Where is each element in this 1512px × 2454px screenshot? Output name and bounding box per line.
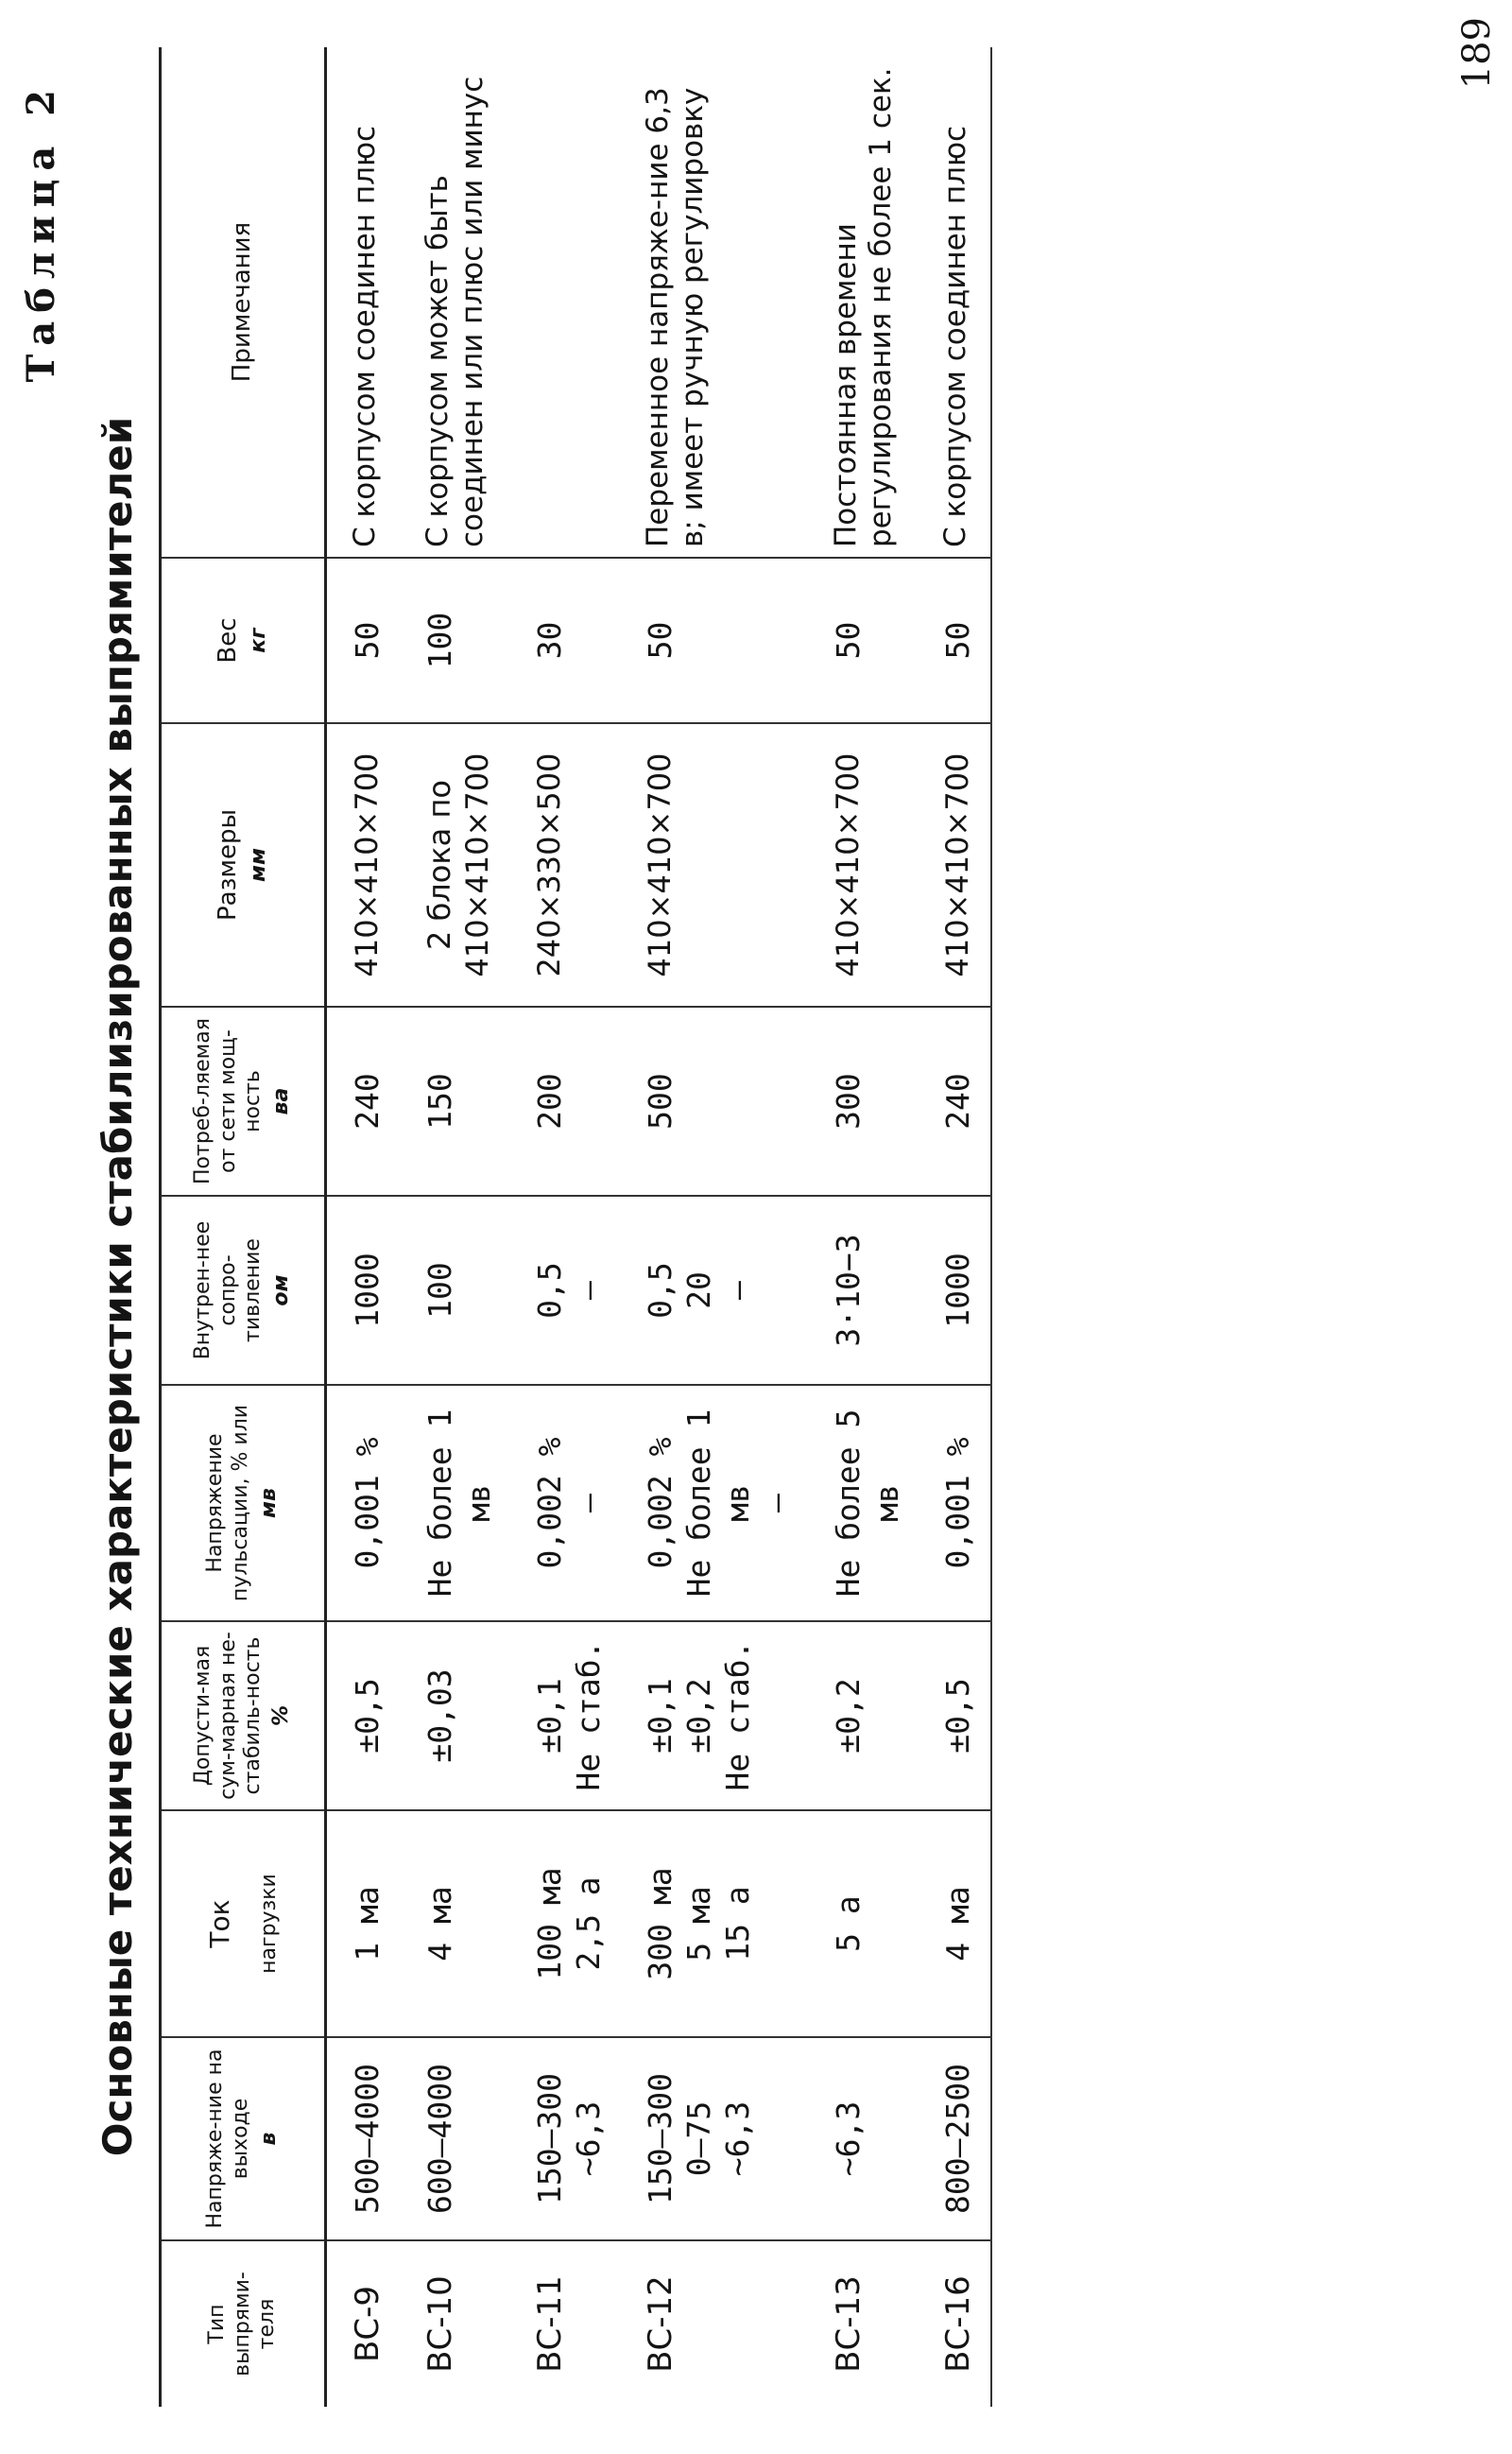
cell-voltage: [808, 2037, 919, 2240]
cell-ripple: [918, 1385, 991, 1621]
cell-current: [620, 1810, 808, 2037]
cell-type: [918, 2240, 991, 2407]
cell-power: [400, 1007, 510, 1196]
cell-power: [509, 1007, 620, 1196]
cell-current-line: 300 ма: [641, 1867, 679, 1980]
cell-resistance-line: —: [570, 1281, 608, 1300]
cell-size: [918, 723, 991, 1007]
cell-voltage: [620, 2037, 808, 2240]
table-caption-label: Таблица 2: [19, 81, 63, 383]
cell-resistance-line: 1000: [349, 1253, 386, 1328]
cell-notes: [808, 47, 919, 558]
cell-instability-line: ±0,2: [829, 1678, 867, 1754]
cell-notes-text: С корпусом соединен плюс: [938, 125, 972, 547]
cell-voltage-line: ~6,3: [719, 2100, 756, 2177]
header-weight: Вес кг: [161, 558, 326, 723]
cell-current-line: 4 ма: [421, 1886, 458, 1961]
cell-current: [400, 1810, 510, 2037]
cell-instability-line: Не стаб.: [570, 1640, 608, 1791]
cell-current-line: 15 а: [719, 1886, 756, 1961]
cell-power-text: 150: [421, 1073, 458, 1130]
cell-notes-text: Постоянная времени регулирования не более 1 сек.: [828, 67, 898, 547]
cell-notes-text: С корпусом может быть соединен или плюс или минус: [420, 76, 490, 547]
cell-resistance-line: 0,5: [531, 1262, 568, 1319]
cell-voltage: [400, 2037, 510, 2240]
cell-type-text: ВС-10: [421, 2275, 459, 2373]
cell-ripple-line: Не более 1 мв: [679, 1408, 756, 1598]
cell-resistance-line: 1000: [939, 1253, 976, 1328]
cell-type: [400, 2240, 510, 2407]
cell-notes: [509, 47, 620, 558]
cell-current-line: 100 ма: [531, 1867, 568, 1980]
cell-resistance: [808, 1196, 919, 1385]
cell-weight: [808, 558, 919, 723]
cell-resistance-line: 100: [421, 1262, 458, 1319]
cell-ripple: [808, 1385, 919, 1621]
cell-weight: [400, 558, 510, 723]
cell-notes: [620, 47, 808, 558]
cell-instability-line: Не стаб.: [719, 1640, 756, 1791]
cell-current: [326, 1810, 400, 2037]
table-row: [918, 47, 991, 2407]
table-row: [808, 47, 919, 2407]
cell-voltage: [509, 2037, 620, 2240]
cell-instability: [400, 1621, 510, 1810]
cell-notes-text: Переменное напряже-ние 6,3 в; имеет ручную регулировку: [640, 87, 710, 547]
cell-voltage-line: 800—2500: [939, 2064, 976, 2214]
cell-voltage: [918, 2037, 991, 2240]
cell-type-text: ВС-9: [349, 2286, 387, 2362]
cell-resistance-line: —: [719, 1281, 756, 1300]
cell-power: [808, 1007, 919, 1196]
cell-size-text: 410×410×700: [349, 752, 385, 977]
table-row: [620, 47, 808, 2407]
cell-ripple-line: 0,001 %: [349, 1437, 386, 1569]
cell-weight-text: 30: [531, 621, 568, 660]
cell-ripple-line: —: [758, 1494, 796, 1512]
cell-instability-line: ±0,5: [939, 1678, 976, 1754]
cell-resistance-line: 20: [679, 1271, 717, 1309]
cell-resistance: [620, 1196, 808, 1385]
cell-size-text: 410×410×700: [829, 752, 866, 977]
cell-current-line: 5 ма: [679, 1886, 717, 1961]
cell-power-text: 240: [349, 1073, 386, 1130]
table-row: [400, 47, 510, 2407]
cell-type-text: ВС-13: [829, 2275, 868, 2373]
cell-instability: [918, 1621, 991, 1810]
cell-notes-text: С корпусом соединен плюс: [348, 125, 382, 547]
cell-size: [400, 723, 510, 1007]
table-header: [161, 47, 326, 2407]
cell-size-text: 2 блока по 410×410×700: [421, 752, 495, 977]
cell-current: [509, 1810, 620, 2037]
cell-ripple: [620, 1385, 808, 1621]
cell-power: [918, 1007, 991, 1196]
cell-notes: [918, 47, 991, 558]
cell-ripple-line: Не более 1 мв: [421, 1408, 497, 1598]
cell-voltage-line: 150—300: [641, 2072, 679, 2205]
header-power: Потреб-ляемая от сети мощ-ность ва: [161, 1007, 326, 1196]
cell-notes: [400, 47, 510, 558]
cell-instability: [620, 1621, 808, 1810]
cell-ripple-line: 0,002 %: [641, 1437, 679, 1569]
header-resistance: Внутрен-нее сопро-тивление ом: [161, 1196, 326, 1385]
cell-voltage-line: 0—75: [679, 2100, 717, 2177]
cell-voltage-line: ~6,3: [829, 2100, 867, 2177]
cell-power-text: 240: [939, 1073, 976, 1130]
cell-instability-line: ±0,5: [349, 1678, 386, 1754]
cell-size-text: 240×330×500: [531, 752, 567, 977]
cell-type: [808, 2240, 919, 2407]
cell-current: [918, 1810, 991, 2037]
cell-instability-line: ±0,03: [421, 1668, 458, 1763]
header-notes: Примечания: [161, 47, 326, 558]
cell-weight-text: 50: [829, 621, 867, 660]
cell-type: [620, 2240, 808, 2407]
header-size: Размеры мм: [161, 723, 326, 1007]
cell-weight-text: 50: [641, 621, 679, 660]
cell-resistance: [509, 1196, 620, 1385]
cell-instability-line: ±0,2: [679, 1678, 717, 1754]
cell-size: [808, 723, 919, 1007]
cell-ripple: [509, 1385, 620, 1621]
cell-current-line: 2,5 а: [570, 1876, 608, 1971]
cell-type: [509, 2240, 620, 2407]
cell-weight: [918, 558, 991, 723]
cell-ripple-line: 0,002 %: [531, 1437, 568, 1569]
cell-notes: [326, 47, 400, 558]
cell-resistance-line: 0,5: [641, 1262, 679, 1319]
cell-ripple: [400, 1385, 510, 1621]
cell-instability: [326, 1621, 400, 1810]
header-type: Тип выпрями-теля: [161, 2240, 326, 2407]
cell-ripple-line: —: [570, 1494, 608, 1512]
header-instability: Допусти-мая сум-марная не-стабиль-ность %: [161, 1621, 326, 1810]
cell-weight-text: 100: [421, 612, 458, 669]
cell-power: [620, 1007, 808, 1196]
cell-instability-line: ±0,1: [531, 1678, 568, 1754]
cell-type: [326, 2240, 400, 2407]
cell-weight: [326, 558, 400, 723]
cell-current-line: 4 ма: [939, 1886, 976, 1961]
header-current: Ток нагрузки: [161, 1810, 326, 2037]
cell-size-text: 410×410×700: [939, 752, 975, 977]
cell-type-text: ВС-11: [531, 2275, 569, 2373]
cell-type-text: ВС-12: [641, 2275, 679, 2373]
header-voltage: Напряже-ние на выходе в: [161, 2037, 326, 2240]
cell-power-text: 300: [829, 1073, 867, 1130]
cell-weight-text: 50: [349, 621, 386, 660]
page-number: 189: [1455, 17, 1499, 90]
cell-voltage-line: 500—4000: [349, 2064, 386, 2214]
cell-resistance: [326, 1196, 400, 1385]
cell-weight-text: 50: [939, 621, 976, 660]
cell-resistance-line: 3·10−3: [829, 1234, 867, 1347]
cell-power-text: 500: [641, 1073, 679, 1130]
table-row: [326, 47, 400, 2407]
specs-table: [159, 47, 992, 2407]
cell-power-text: 200: [531, 1073, 568, 1130]
cell-instability-line: ±0,1: [641, 1678, 679, 1754]
cell-resistance: [918, 1196, 991, 1385]
cell-size-text: 410×410×700: [641, 752, 678, 977]
cell-instability: [509, 1621, 620, 1810]
cell-voltage-line: ~6,3: [570, 2100, 608, 2177]
cell-resistance: [400, 1196, 510, 1385]
cell-size: [620, 723, 808, 1007]
cell-type-text: ВС-16: [939, 2275, 977, 2373]
cell-current-line: 5 а: [829, 1895, 867, 1952]
cell-voltage-line: 150—300: [531, 2072, 568, 2205]
table-row: [509, 47, 620, 2407]
cell-current-line: 1 ма: [349, 1886, 386, 1961]
cell-ripple-line: 0,001 %: [939, 1437, 976, 1569]
table-body: [326, 47, 991, 2407]
cell-voltage-line: 600—4000: [421, 2064, 458, 2214]
cell-voltage: [326, 2037, 400, 2240]
cell-power: [326, 1007, 400, 1196]
cell-current: [808, 1810, 919, 2037]
cell-weight: [509, 558, 620, 723]
cell-size: [509, 723, 620, 1007]
header-ripple: Напряжение пульсации, % или мв: [161, 1385, 326, 1621]
cell-size: [326, 723, 400, 1007]
cell-instability: [808, 1621, 919, 1810]
table-title: Основные технические характеристики стабилизированных выпрямителей: [94, 416, 141, 2157]
cell-ripple-line: Не более 5 мв: [829, 1408, 905, 1598]
cell-ripple: [326, 1385, 400, 1621]
cell-weight: [620, 558, 808, 723]
